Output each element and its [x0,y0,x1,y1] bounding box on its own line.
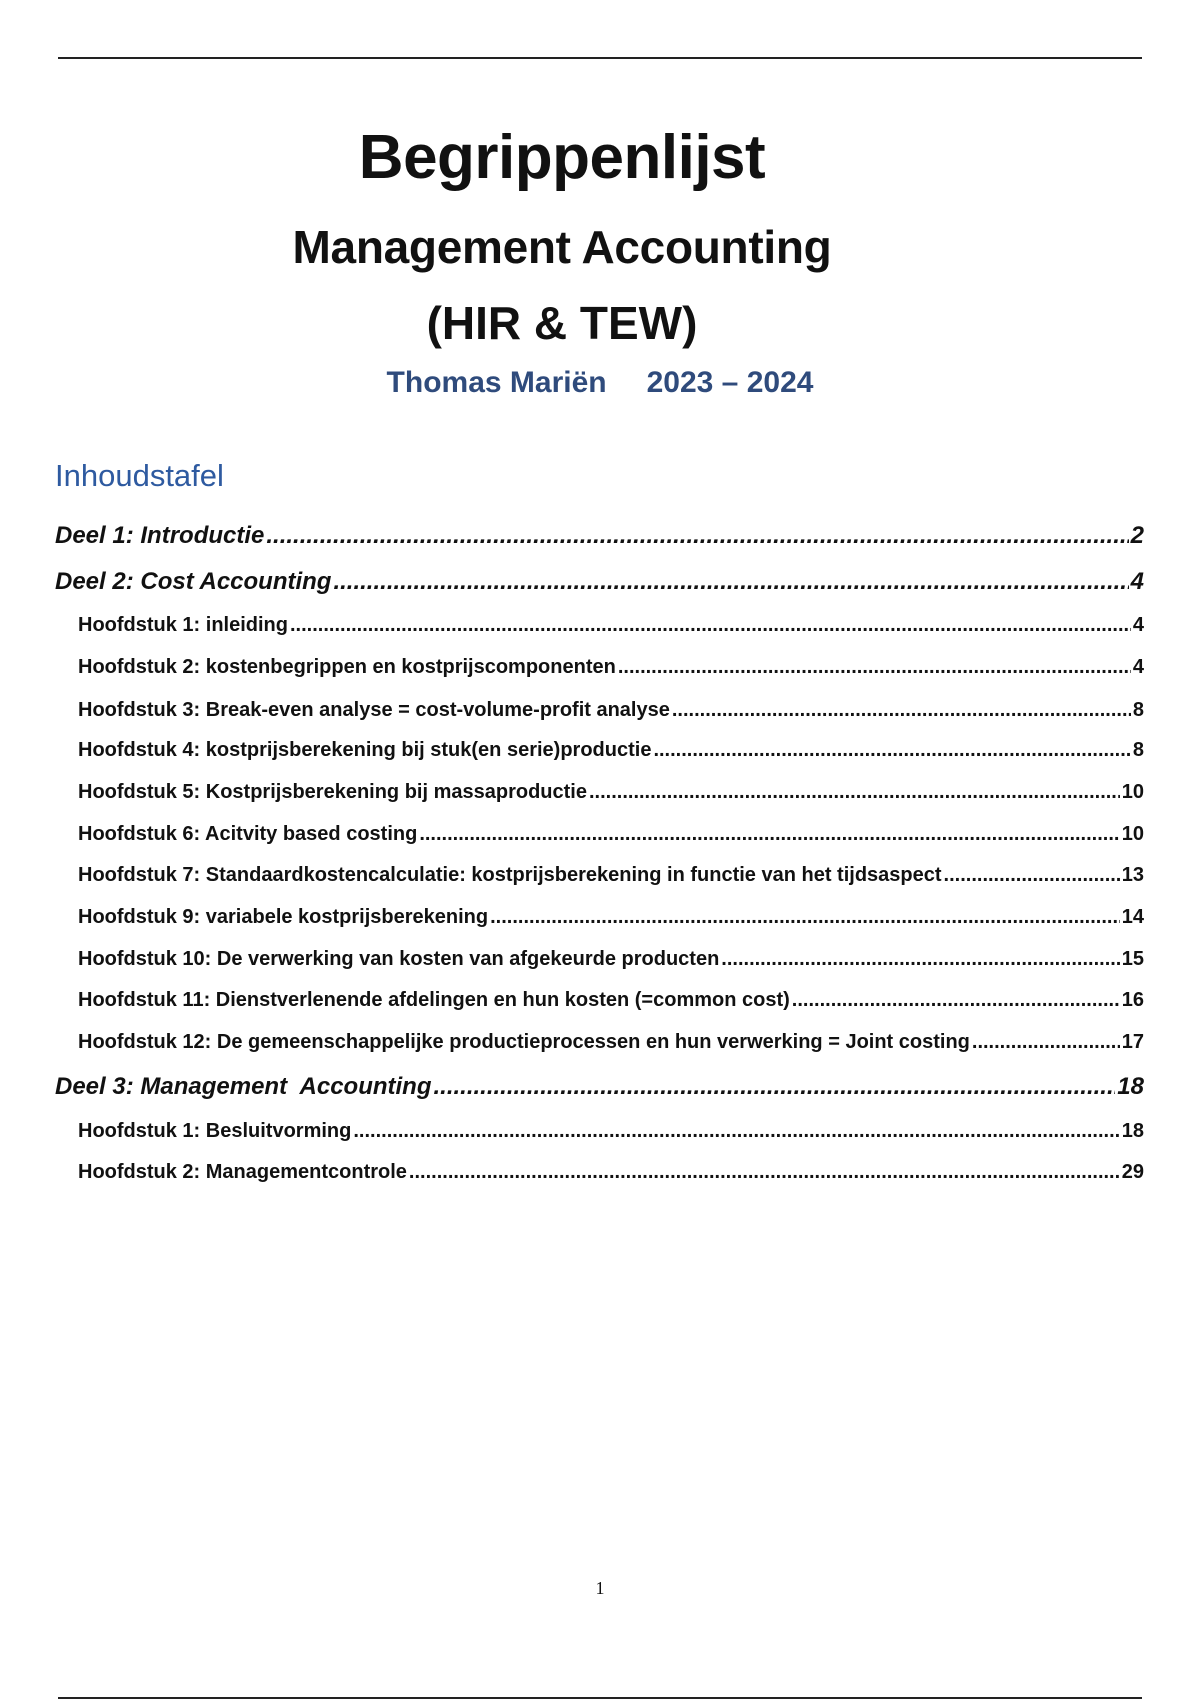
toc-entry-page: 29 [1121,1161,1144,1183]
toc-entry-hoofdstuk-3[interactable] [78,699,1144,722]
toc-leader [672,699,1131,722]
toc-leader [333,568,1128,596]
toc-entry-page: 17 [1121,1031,1144,1053]
toc-leader [653,739,1130,762]
toc-entry-hoofdstuk-11[interactable] [78,989,1144,1012]
toc-entry-label: Hoofdstuk 4: kostprijsberekening bij stuk(en serie)productie [78,739,652,761]
toc-entry-page: 2 [1130,522,1144,549]
toc-entry-hoofdstuk-7[interactable] [78,864,1144,887]
toc-entry-label: Hoofdstuk 2: Managementcontrole [78,1161,407,1183]
toc-entry-page: 8 [1132,739,1144,761]
toc-entry-page: 18 [1117,1073,1144,1100]
academic-year: 2023 – 2024 [646,366,814,399]
toc-leader [792,989,1120,1012]
toc-entry-deel3-hoofdstuk-1[interactable] [78,1120,1144,1143]
toc-entry-label: Hoofdstuk 5: Kostprijsberekening bij massaproductie [78,781,587,803]
toc-entry-page: 14 [1121,906,1144,928]
toc-entry-hoofdstuk-10[interactable] [78,948,1144,971]
toc-entry-label: Hoofdstuk 1: inleiding [78,614,288,636]
toc-leader [419,823,1119,846]
toc-entry-page: 10 [1121,823,1144,845]
toc-leader [589,781,1120,804]
toc-entry-page: 13 [1121,864,1144,886]
toc-entry-label: Hoofdstuk 12: De gemeenschappelijke productieprocessen en hun verwerking = Joint costing [78,1031,970,1053]
toc-entry-label: Hoofdstuk 2: kostenbegrippen en kostprijscomponenten [78,656,616,678]
page-number: 1 [595,1578,605,1598]
toc-entry-label: Deel 2: Cost Accounting [55,568,332,595]
toc-entry-hoofdstuk-9[interactable] [78,906,1144,929]
toc-entry-deel-1[interactable] [55,522,1144,550]
toc-leader [266,522,1128,550]
toc-entry-label: Hoofdstuk 6: Acitvity based costing [78,823,418,845]
toc-leader [434,1073,1116,1101]
toc-entry-label: Hoofdstuk 7: Standaardkostencalculatie: kostprijsberekening in functie van het tijdsaspect [78,864,942,886]
toc-entry-label: Hoofdstuk 1: Besluitvorming [78,1120,352,1142]
toc-entry-label: Deel 3: Management Accounting [55,1073,432,1100]
toc-entry-hoofdstuk-6[interactable] [78,823,1144,846]
toc-entry-hoofdstuk-1[interactable] [78,614,1144,637]
toc-entry-page: 16 [1121,989,1144,1011]
document-subtitle-programs: (HIR & TEW) [426,297,698,349]
document-subtitle: Management Accounting [292,221,832,273]
document-title: Begrippenlijst [358,123,766,192]
toc-leader [944,864,1120,887]
toc-entry-label: Hoofdstuk 10: De verwerking van kosten van afgekeurde producten [78,948,720,970]
toc-leader [490,906,1120,929]
toc-leader [409,1161,1120,1184]
toc-entry-hoofdstuk-12[interactable] [78,1031,1144,1054]
toc-entry-deel-3[interactable] [55,1073,1144,1101]
toc-entry-hoofdstuk-5[interactable] [78,781,1144,804]
toc-entry-deel-2[interactable] [55,568,1144,596]
toc-leader [353,1120,1119,1143]
toc-heading: Inhoudstafel [55,458,224,493]
toc-entry-page: 4 [1132,614,1144,636]
toc-entry-hoofdstuk-2[interactable] [78,656,1144,679]
toc-entry-page: 10 [1121,781,1144,803]
toc-leader [721,948,1119,971]
toc-entry-label: Hoofdstuk 11: Dienstverlenende afdelingen en hun kosten (=common cost) [78,989,790,1011]
toc-entry-page: 4 [1130,568,1144,595]
toc-entry-label: Hoofdstuk 9: variabele kostprijsberekening [78,906,489,928]
toc-entry-label: Deel 1: Introductie [55,522,265,549]
toc-entry-deel3-hoofdstuk-2[interactable] [78,1161,1144,1184]
toc-entry-page: 4 [1132,656,1144,678]
toc-entry-page: 8 [1132,699,1144,721]
toc-entry-hoofdstuk-4[interactable] [78,739,1144,762]
toc-entry-page: 15 [1121,948,1144,970]
toc-leader [290,614,1131,637]
bottom-rule [58,1697,1142,1699]
toc-leader [618,656,1131,679]
toc-entry-page: 18 [1121,1120,1144,1142]
toc-entry-label: Hoofdstuk 3: Break-even analyse = cost-volume-profit analyse [78,699,670,721]
toc-leader [972,1031,1120,1054]
author-name: Thomas Mariën [386,366,607,399]
